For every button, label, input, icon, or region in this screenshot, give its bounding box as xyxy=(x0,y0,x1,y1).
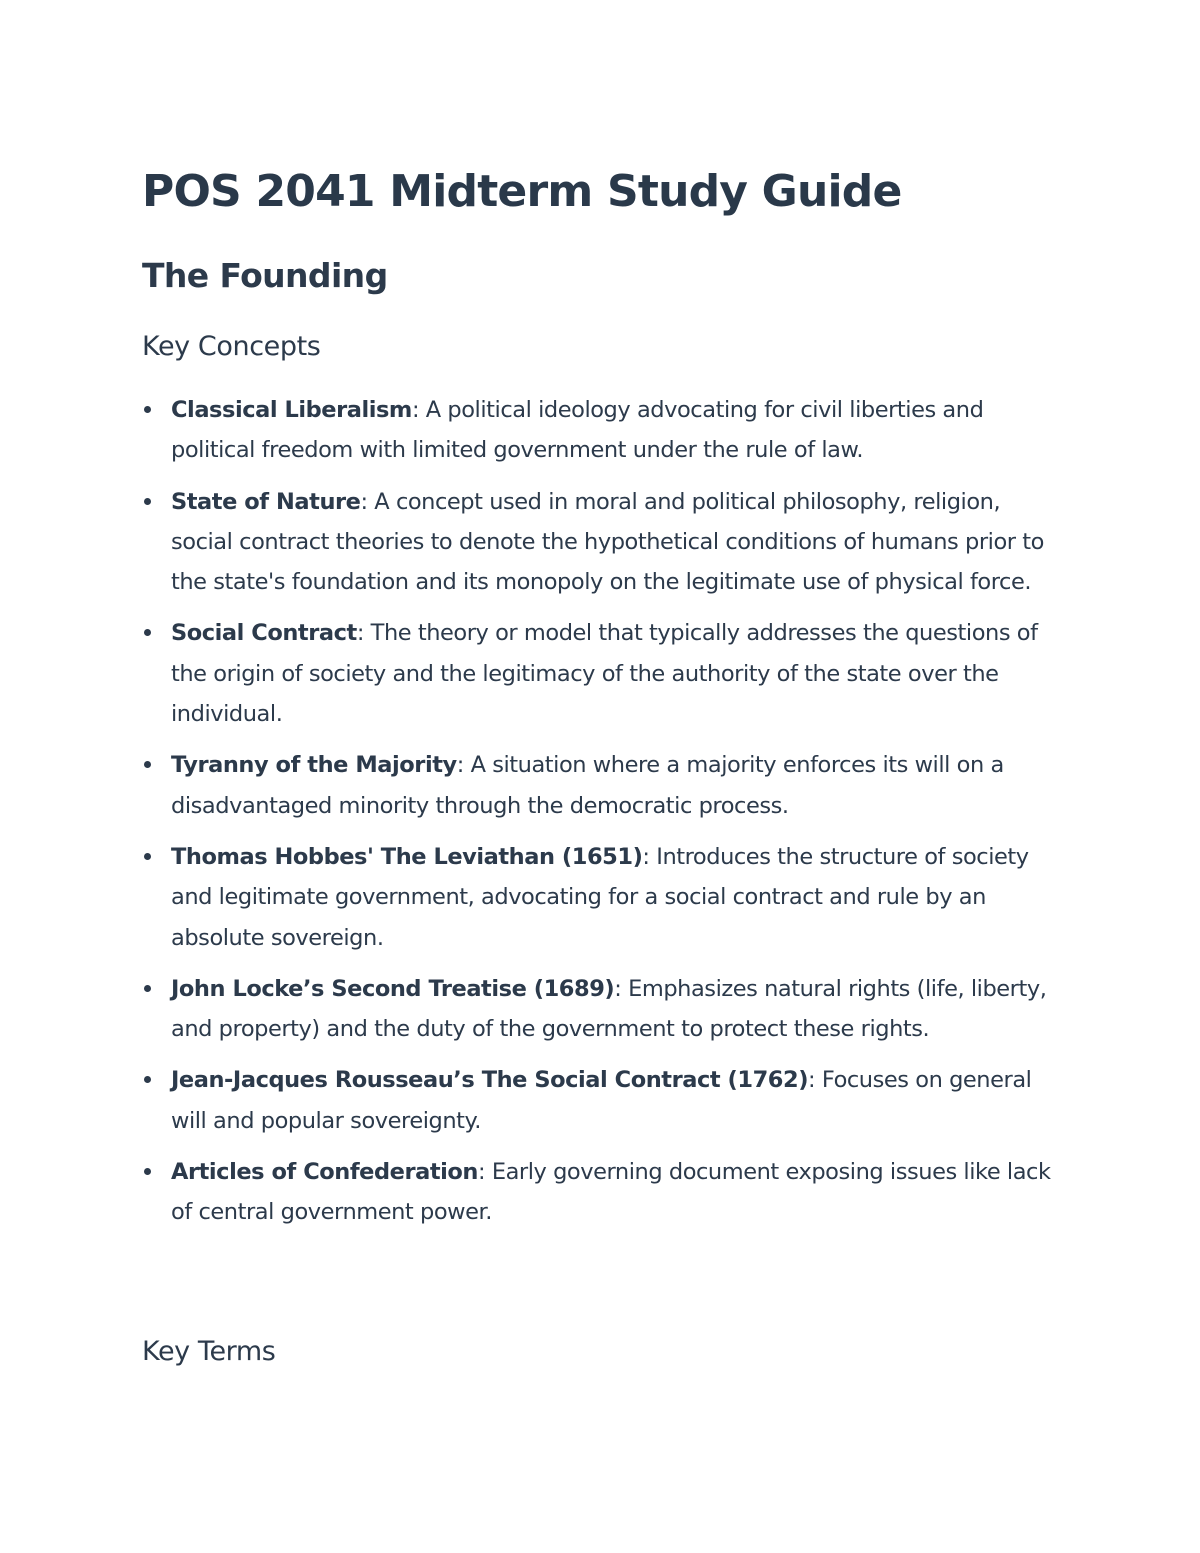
key-concepts-list xyxy=(142,390,1057,1244)
list-item xyxy=(142,390,1057,471)
concept-definition: : A political ideology advocating for civil liberties and political freedom with limited government under the rule of law. xyxy=(171,397,984,464)
list-item xyxy=(142,969,1057,1050)
concept-term: State of Nature xyxy=(171,488,361,515)
page-title: POS 2041 Midterm Study Guide xyxy=(142,166,902,217)
key-concepts-heading: Key Concepts xyxy=(142,331,321,362)
list-item xyxy=(142,745,1057,826)
concept-term: John Locke’s Second Treatise (1689) xyxy=(171,975,615,1002)
list-item xyxy=(142,837,1057,958)
concept-definition: : Focuses on general will and popular sovereignty. xyxy=(171,1067,1032,1134)
concept-definition: : Early governing document exposing issues like lack of central government power. xyxy=(171,1159,1051,1226)
section-heading-the-founding: The Founding xyxy=(142,256,388,295)
concept-term: Articles of Confederation xyxy=(171,1159,478,1186)
list-item xyxy=(142,482,1057,603)
key-terms-heading: Key Terms xyxy=(142,1336,276,1367)
concept-term: Tyranny of the Majority xyxy=(171,752,457,779)
concept-definition: : A situation where a majority enforces its will on a disadvantaged minority through the democratic process. xyxy=(171,752,1004,819)
concept-term: Thomas Hobbes' The Leviathan (1651) xyxy=(171,843,643,870)
list-item xyxy=(142,1152,1057,1233)
concept-definition: : Introduces the structure of society and legitimate government, advocating for a social contract and rule by an absolute sovereign. xyxy=(171,843,1029,951)
list-item xyxy=(142,613,1057,734)
concept-definition: : The theory or model that typically addresses the questions of the origin of society and the legitimacy of the authority of the state over the individual. xyxy=(171,620,1038,728)
concept-term: Jean-Jacques Rousseau’s The Social Contract (1762) xyxy=(171,1067,809,1094)
concept-definition: : A concept used in moral and political philosophy, religion, social contract theories to denote the hypothetical conditions of humans prior to the state's foundation and its monopoly on the legitimate use of physical force. xyxy=(171,488,1044,596)
concept-term: Social Contract xyxy=(171,620,357,647)
list-item xyxy=(142,1060,1057,1141)
concept-definition: : Emphasizes natural rights (life, liberty, and property) and the duty of the government to protect these rights. xyxy=(171,975,1047,1043)
concept-term: Classical Liberalism xyxy=(171,397,412,423)
